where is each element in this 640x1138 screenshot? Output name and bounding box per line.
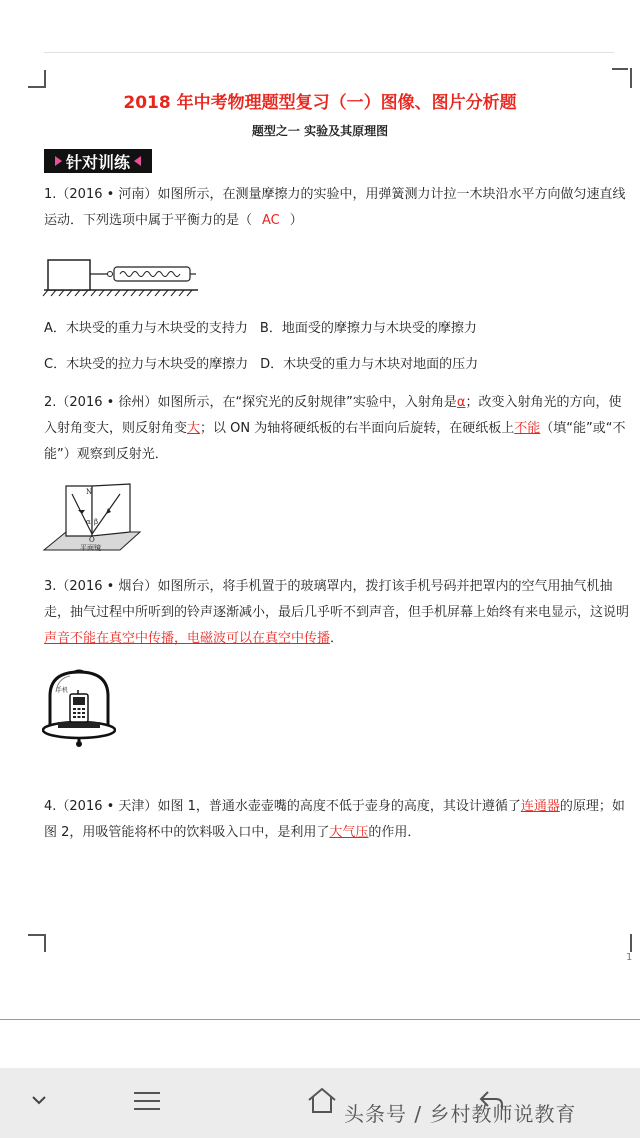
label-n: N xyxy=(86,488,93,496)
answer: 不能 xyxy=(514,421,541,436)
answer: AC xyxy=(262,213,280,228)
bell-jar-figure xyxy=(42,666,116,748)
document-title: 2018 年中考物理题型复习（一）图像、图片分析题 xyxy=(123,93,517,113)
question-3 xyxy=(44,574,634,652)
page-number: 1 xyxy=(626,952,633,963)
crop-mark-bottom-left xyxy=(28,934,46,952)
question-source: （2016 • 河南） xyxy=(56,187,158,202)
question-text: ；以 ON 为轴将硬纸板的右半面向后旋转，在硬纸板上 xyxy=(200,421,515,436)
option-d: D．木块受的重力与木块对地面的压力 xyxy=(260,357,479,372)
question-1-options-row-1 xyxy=(44,316,634,342)
answer: 大 xyxy=(187,421,201,436)
header-rule xyxy=(44,52,614,53)
question-text: ． xyxy=(330,631,344,646)
option-c: C．木块受的拉力与木块受的摩擦力 xyxy=(44,357,249,372)
question-text: （填“能”或“不能”）观察到反射光． xyxy=(44,421,626,462)
crop-mark-top-right-vertical xyxy=(630,68,632,88)
question-source: （2016 • 烟台） xyxy=(56,579,158,594)
menu-icon[interactable] xyxy=(132,1090,162,1112)
answer: 声音不能在真空中传播，电磁波可以在真空中传播 xyxy=(44,631,331,646)
section-banner-label: 针对训练 xyxy=(65,152,130,172)
label-alpha: α xyxy=(86,518,91,526)
label-phone: 手机 xyxy=(56,687,69,694)
option-a: A．木块受的重力与木块受的支持力 xyxy=(44,321,248,336)
document-subtitle: 题型之一 实验及其原理图 xyxy=(251,124,389,138)
question-1 xyxy=(44,182,634,234)
question-number: 1. xyxy=(44,187,57,202)
question-number: 2. xyxy=(44,395,57,410)
question-source: （2016 • 徐州） xyxy=(56,395,158,410)
label-beta: β xyxy=(94,518,99,526)
question-source: （2016 • 天津） xyxy=(56,799,158,814)
question-text: 如图所示，将手机置于的玻璃罩内，拨打该手机号码并把罩内的空气用抽气机抽走，抽气过程中所听到的铃声逐渐减小，最后几乎听不到声音，但手机屏幕上始终有来电显示，这说明 xyxy=(44,579,630,620)
question-1-options-row-2 xyxy=(44,352,634,378)
answer: 连通器 xyxy=(520,799,560,814)
question-4 xyxy=(44,794,634,846)
option-b: B．地面受的摩擦力与木块受的摩擦力 xyxy=(259,321,477,336)
question-text: 如图所示，在测量摩擦力的实验中，用弹簧测力计拉一木块沿水平方向做匀速直线运动．下列选项中属于平衡力的是（ xyxy=(44,187,626,228)
friction-experiment-figure xyxy=(42,252,202,298)
crop-mark-top-right xyxy=(612,54,628,70)
question-text: 的作用． xyxy=(368,825,421,840)
home-icon[interactable] xyxy=(306,1086,338,1114)
triangle-left-icon xyxy=(134,156,141,166)
watermark: 头条号 / 乡村教师说教育 xyxy=(344,1102,577,1126)
answer: α xyxy=(456,395,466,410)
triangle-right-icon xyxy=(55,156,62,166)
question-text: 如图 1，普通水壶壶嘴的高度不低于壶身的高度，其设计遵循了 xyxy=(157,799,521,814)
answer: 大气压 xyxy=(329,825,369,840)
crop-mark-top-left xyxy=(28,70,46,88)
question-text: 的原理；如图 2，用吸管能将杯中的饮料吸入口中，是利用了 xyxy=(44,799,625,840)
label-mirror: 平面镜 xyxy=(80,544,101,552)
question-text: 如图所示，在“探究光的反射规律”实验中，入射角是 xyxy=(157,395,457,410)
question-number: 4. xyxy=(44,799,57,814)
crop-mark-bottom-right xyxy=(630,934,632,952)
section-banner xyxy=(44,149,152,173)
question-2 xyxy=(44,390,634,468)
question-text: ；改变入射角光的方向，使入射角变大，则反射角变 xyxy=(44,395,622,436)
question-number: 3. xyxy=(44,579,57,594)
question-text: ） xyxy=(289,213,303,228)
reflection-experiment-figure xyxy=(42,480,142,554)
page-bottom-rule xyxy=(0,1019,640,1020)
chevron-down-icon[interactable] xyxy=(30,1094,48,1106)
label-o: O xyxy=(89,536,95,544)
